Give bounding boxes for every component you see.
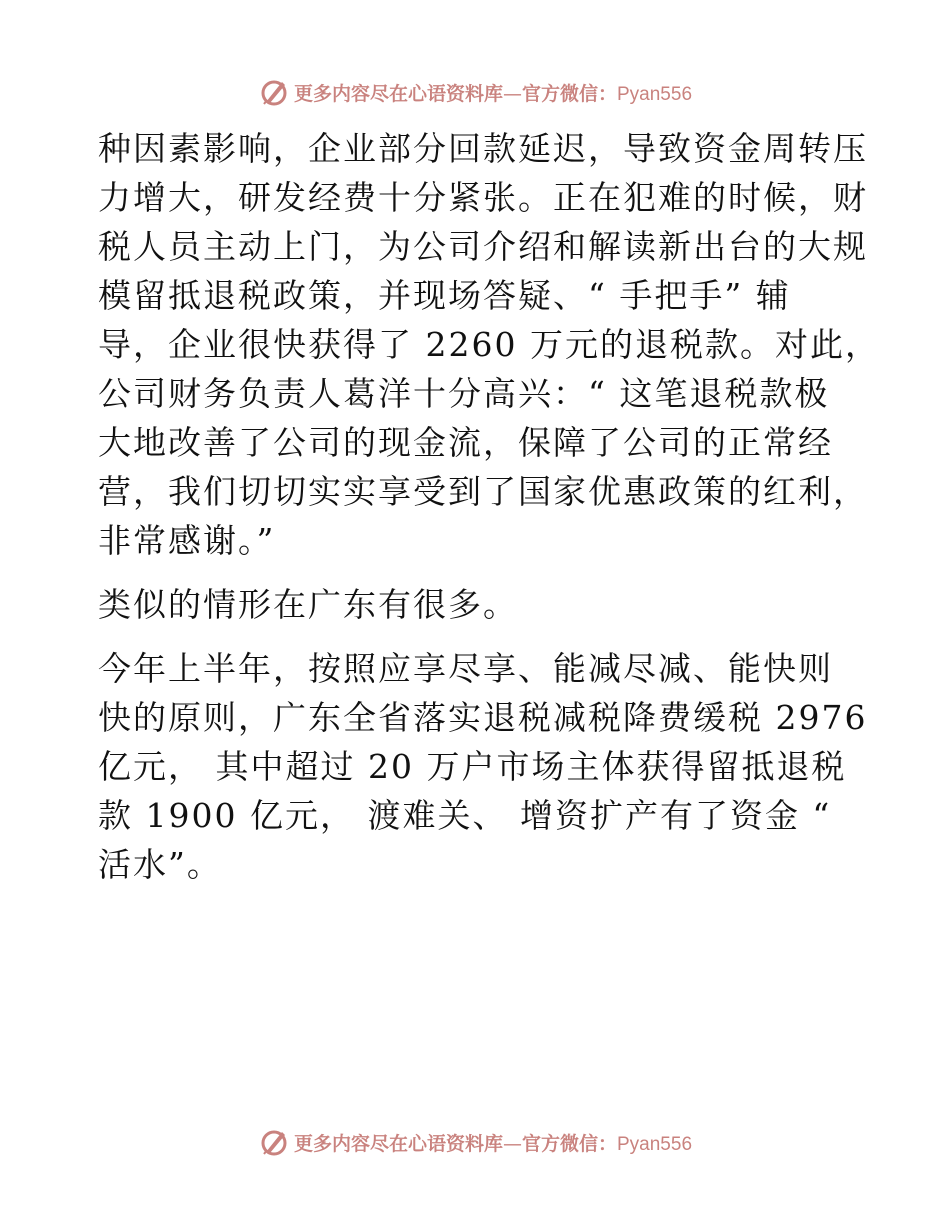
header-banner-wechat: 官方微信： — [521, 82, 617, 105]
text-line: 导，企业很快获得了 2260 万元的退税款。对此， — [98, 325, 880, 364]
header-banner-text — [294, 79, 692, 106]
header-banner-main: 更多内容尽在心语资料库 — [293, 82, 503, 105]
quill-logo-icon — [258, 76, 290, 108]
text-line: 活水”。 — [98, 845, 222, 884]
header-banner-id: Pyan556 — [617, 83, 693, 105]
header-banner-dash: — — [502, 82, 522, 105]
text-line: 今年上半年，按照应享尽享、能减尽减、能快则 — [98, 649, 833, 688]
paragraph-gap — [98, 565, 858, 580]
paragraph-2 — [98, 580, 858, 629]
text-line: 非常感谢。” — [98, 521, 276, 560]
text-line: 公司财务负责人葛洋十分高兴：“ 这笔退税款极 — [98, 374, 830, 413]
footer-banner-dash: — — [502, 1132, 522, 1155]
footer-banner-main: 更多内容尽在心语资料库 — [293, 1132, 503, 1155]
text-line: 种因素影响，企业部分回款延迟，导致资金周转压 — [98, 129, 868, 168]
paragraph-1 — [98, 124, 880, 565]
footer-banner-text — [294, 1129, 692, 1156]
text-line: 营，我们切切实实享受到了国家优惠政策的红利， — [98, 472, 868, 511]
footer-banner-wechat: 官方微信： — [521, 1132, 617, 1155]
text-line: 税人员主动上门，为公司介绍和解读新出台的大规 — [98, 227, 868, 266]
quill-logo-icon — [258, 1126, 290, 1158]
paragraph-3 — [98, 644, 868, 889]
text-line: 大地改善了公司的现金流，保障了公司的正常经 — [98, 423, 833, 462]
footer-banner — [0, 1122, 950, 1162]
text-line: 类似的情形在广东有很多。 — [98, 585, 518, 624]
text-line: 快的原则，广东全省落实退税减税降费缓税 2976 — [98, 698, 868, 737]
paragraph-gap — [98, 629, 858, 644]
text-line: 模留抵退税政策，并现场答疑、“ 手把手” 辅 — [98, 276, 791, 315]
document-body — [98, 124, 880, 889]
footer-banner-id: Pyan556 — [617, 1133, 693, 1155]
text-line: 力增大，研发经费十分紧张。正在犯难的时候，财 — [98, 178, 868, 217]
text-line: 亿元， 其中超过 20 万户市场主体获得留抵退税 — [98, 747, 847, 786]
text-line: 款 1900 亿元， 渡难关、 增资扩产有了资金 “ — [98, 796, 832, 835]
header-banner — [0, 72, 950, 112]
